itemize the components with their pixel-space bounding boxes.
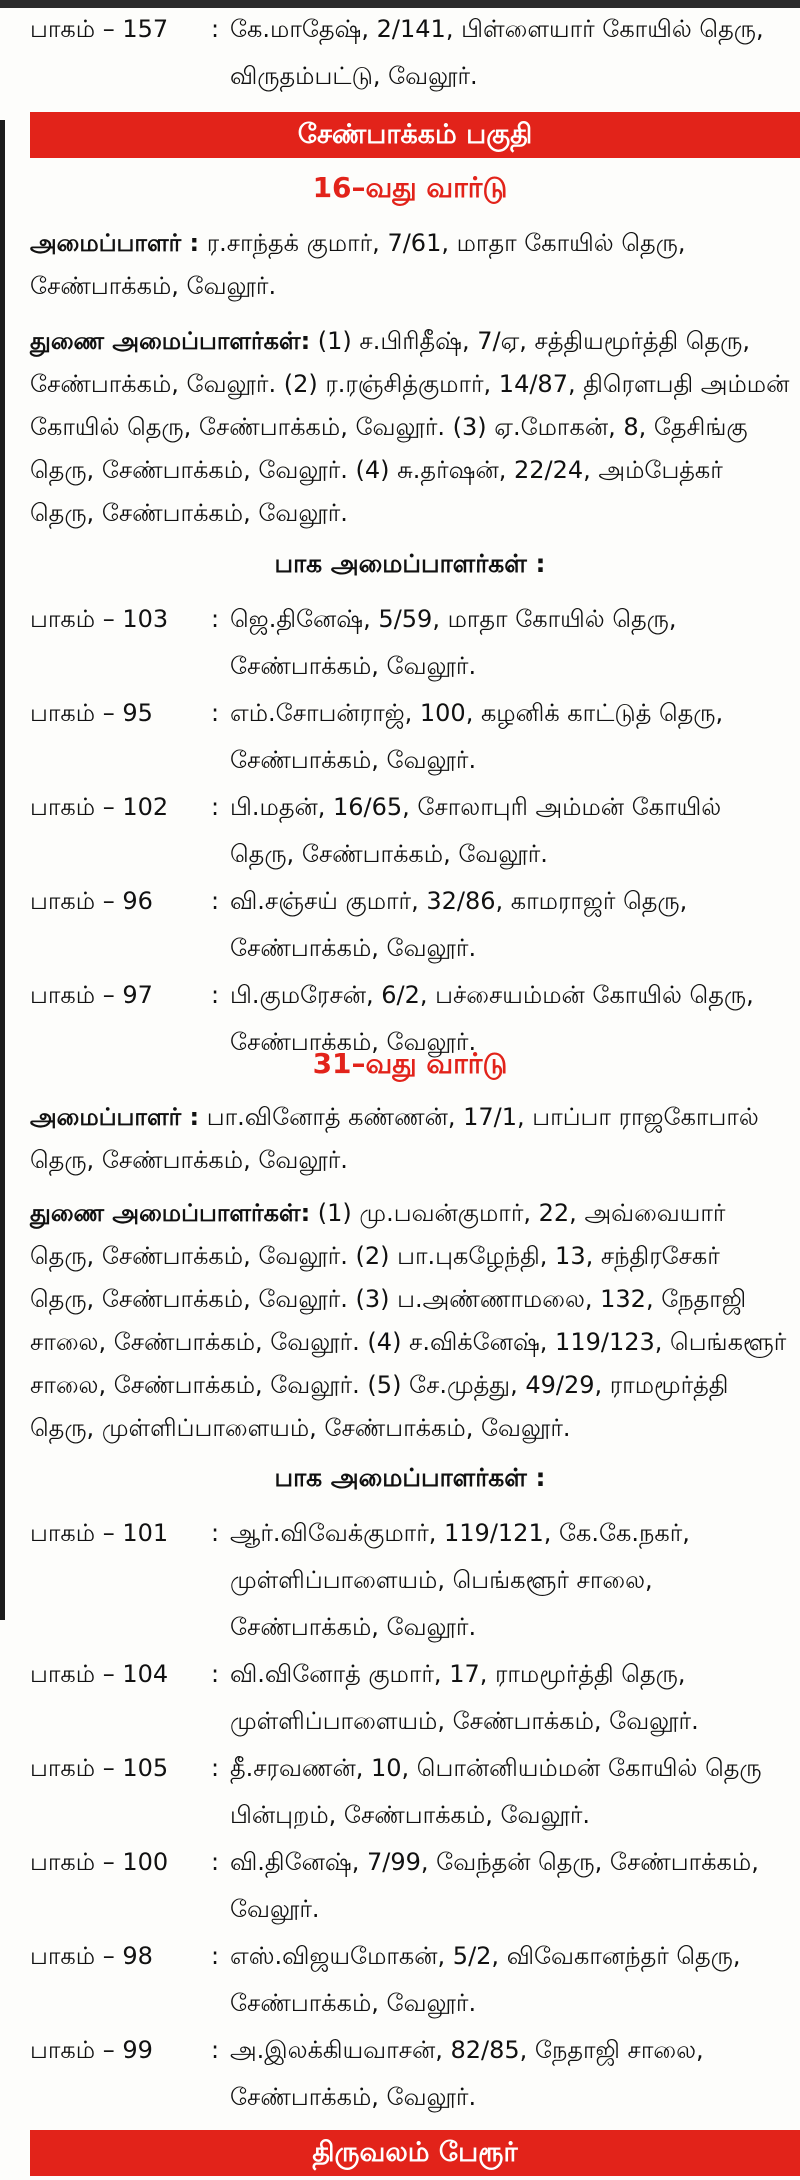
- organizer-label: அமைப்பாளர் :: [30, 229, 200, 257]
- booth-colon: :: [210, 2036, 220, 2064]
- deputy-label: துணை அமைப்பாளர்கள்:: [30, 327, 311, 355]
- booth-text: வி.தினேஷ், 7/99, வேந்தன் தெரு, சேண்பாக்கம், வேலூர்.: [230, 1848, 759, 1923]
- booth-entry: [30, 1933, 790, 2027]
- booth-entry: [30, 1745, 790, 1839]
- booth-colon: :: [210, 699, 220, 727]
- booth-number: பாகம் – 105: [30, 1754, 169, 1782]
- left-margin-bar: [0, 120, 5, 1620]
- deputy-label: துணை அமைப்பாளர்கள்:: [30, 1199, 311, 1227]
- booth-colon: :: [210, 1942, 220, 1970]
- booth-text: ஆர்.விவேக்குமார், 119/121, கே.கே.நகர், முள்ளிப்பாளையம், பெங்களூர் சாலை, சேண்பாக்கம், வேலூர்.: [230, 1519, 690, 1641]
- booth-text: பி.குமரேசன், 6/2, பச்சையம்மன் கோயில் தெரு, சேண்பாக்கம், வேலூர்.: [230, 981, 754, 1056]
- booth-entry: [30, 878, 790, 972]
- ward-31-booth-heading: பாக அமைப்பாளர்கள் :: [274, 1463, 546, 1492]
- booth-text: எம்.சோபன்ராஜ், 100, கழனிக் காட்டுத் தெரு, சேண்பாக்கம், வேலூர்.: [230, 699, 724, 774]
- organizer-label: அமைப்பாளர் :: [30, 1103, 200, 1131]
- booth-entry: [30, 1651, 790, 1745]
- ward-16-deputies: [30, 320, 790, 535]
- booth-entry: [30, 1839, 790, 1933]
- booth-entry: [30, 2027, 790, 2121]
- booth-number: பாகம் – 100: [30, 1848, 169, 1876]
- booth-number: பாகம் – 103: [30, 605, 169, 633]
- booth-text: வி.சஞ்சய் குமார், 32/86, காமராஜர் தெரு, சேண்பாக்கம், வேலூர்.: [230, 887, 688, 962]
- booth-number: பாகம் – 157: [30, 15, 169, 43]
- booth-text: தீ.சரவணன், 10, பொன்னியம்மன் கோயில் தெரு பின்புறம், சேண்பாக்கம், வேலூர்.: [230, 1754, 762, 1829]
- booth-number: பாகம் – 101: [30, 1519, 169, 1547]
- deputy-text: (1) ச.பிரிதீஷ், 7/ஏ, சத்தியமூர்த்தி தெரு, சேண்பாக்கம், வேலூர். (2) ர.ரஞ்சித்குமார், 14/87, திரௌபதி அம்மன் கோயில் தெரு, சேண்பாக்கம், வேலூர். (3) ஏ.மோகன், 8, தேசிங்கு தெரு, சேண்பாக்கம், வேலூர். (4) சு.தர்ஷன், 22/24, அம்பேத்கர் தெரு, சேண்பாக்கம், வேலூர்.: [30, 327, 790, 527]
- booth-entry: [30, 596, 790, 690]
- section-heading-thiruvalam: திருவலம் பேரூர்: [30, 2130, 800, 2176]
- ward-16-organizer: [30, 222, 790, 308]
- booth-number: பாகம் – 96: [30, 887, 153, 915]
- ward-16-booth-list: [30, 596, 790, 1066]
- booth-number: பாகம் – 98: [30, 1942, 153, 1970]
- booth-colon: :: [210, 1660, 220, 1688]
- booth-colon: :: [210, 1848, 220, 1876]
- booth-text: எஸ்.விஜயமோகன், 5/2, விவேகானந்தர் தெரு, சேண்பாக்கம், வேலூர்.: [230, 1942, 741, 2017]
- booth-text: பி.மதன், 16/65, சோலாபுரி அம்மன் கோயில் தெரு, சேண்பாக்கம், வேலூர்.: [230, 793, 722, 868]
- booth-entry-157: [30, 6, 790, 100]
- ward-16-booth-heading: பாக அமைப்பாளர்கள் :: [274, 549, 546, 578]
- organizer-text: பா.வினோத் கண்ணன், 17/1, பாப்பா ராஜகோபால் தெரு, சேண்பாக்கம், வேலூர்.: [30, 1103, 759, 1174]
- booth-colon: :: [210, 605, 220, 633]
- booth-colon: :: [210, 793, 220, 821]
- booth-entry: [30, 690, 790, 784]
- booth-number: பாகம் – 99: [30, 2036, 153, 2064]
- booth-number: பாகம் – 104: [30, 1660, 169, 1688]
- deputy-text: (1) மு.பவன்குமார், 22, அவ்வையார் தெரு, சேண்பாக்கம், வேலூர். (2) பா.புகழேந்தி, 13, சந்திரசேகர் தெரு, சேண்பாக்கம், வேலூர். (3) ப.அண்ணாமலை, 132, நேதாஜி சாலை, சேண்பாக்கம், வேலூர். (4) ச.விக்னேஷ், 119/123, பெங்களூர் சாலை, சேண்பாக்கம், வேலூர். (5) சே.முத்து, 49/29, ராமமூர்த்தி தெரு, முள்ளிப்பாளையம், சேண்பாக்கம், வேலூர்.: [30, 1199, 787, 1442]
- ward-31-title: 31–வது வார்டு: [312, 1047, 508, 1080]
- booth-colon: :: [210, 887, 220, 915]
- booth-text: அ.இலக்கியவாசன், 82/85, நேதாஜி சாலை, சேண்பாக்கம், வேலூர்.: [230, 2036, 704, 2111]
- booth-colon: :: [210, 981, 220, 1009]
- booth-number: பாகம் – 97: [30, 981, 153, 1009]
- booth-colon: :: [210, 1519, 220, 1547]
- ward-31-booth-list: [30, 1510, 790, 2121]
- booth-text: ஜெ.தினேஷ், 5/59, மாதா கோயில் தெரு, சேண்பாக்கம், வேலூர்.: [230, 605, 677, 680]
- organizer-text: ர.சாந்தக் குமார், 7/61, மாதா கோயில் தெரு, சேண்பாக்கம், வேலூர்.: [30, 229, 686, 300]
- booth-entry: [30, 1510, 790, 1651]
- ward-16-title: 16–வது வார்டு: [312, 171, 508, 204]
- section-heading-senbakkam: சேண்பாக்கம் பகுதி: [30, 112, 800, 158]
- booth-colon: :: [210, 1754, 220, 1782]
- ward-31-organizer: [30, 1096, 790, 1182]
- booth-number: பாகம் – 95: [30, 699, 153, 727]
- booth-text: வி.வினோத் குமார், 17, ராமமூர்த்தி தெரு, முள்ளிப்பாளையம், சேண்பாக்கம், வேலூர்.: [230, 1660, 699, 1735]
- booth-colon: :: [210, 15, 220, 43]
- booth-entry: [30, 784, 790, 878]
- booth-number: பாகம் – 102: [30, 793, 169, 821]
- top-booth-list: [30, 6, 790, 100]
- booth-text: கே.மாதேஷ், 2/141, பிள்ளையார் கோயில் தெரு, விருதம்பட்டு, வேலூர்.: [230, 15, 764, 90]
- ward-31-deputies: [30, 1192, 790, 1450]
